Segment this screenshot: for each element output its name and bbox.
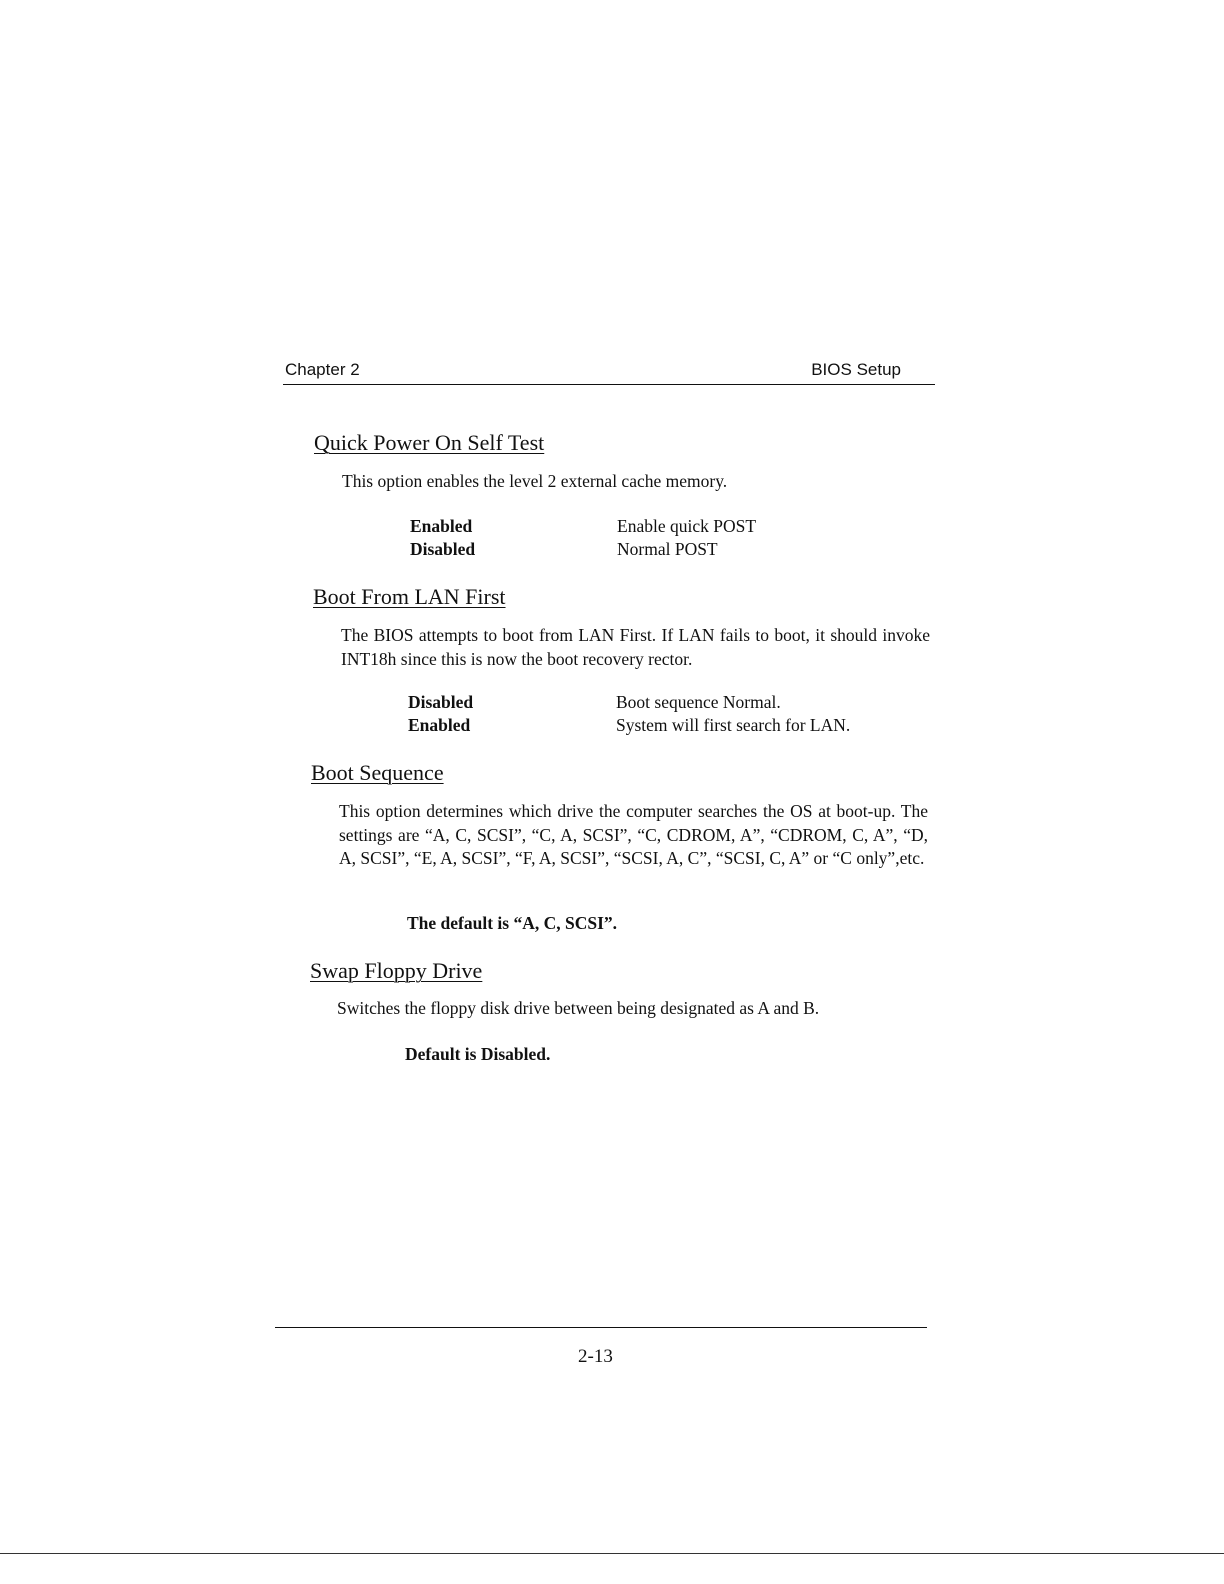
page-number: 2-13 [578, 1346, 613, 1367]
option-value: Normal POST [617, 539, 718, 559]
footer-rule [275, 1327, 927, 1328]
section-description-swap-floppy: Switches the floppy disk drive between being designated as A and B. [337, 998, 820, 1018]
section-title-boot-sequence: Boot Sequence [311, 760, 444, 785]
section-description-quick-post: This option enables the level 2 external cache memory. [342, 471, 728, 491]
default-note-swap-floppy: Default is Disabled. [405, 1044, 551, 1064]
option-value: Boot sequence Normal. [616, 692, 781, 712]
default-note-boot-sequence: The default is “A, C, SCSI”. [407, 913, 618, 933]
page-header [283, 358, 935, 385]
section-title-boot-lan: Boot From LAN First [313, 584, 506, 609]
option-key: Disabled [410, 539, 476, 559]
section-title-quick-post: Quick Power On Self Test [314, 430, 545, 455]
option-value: System will first search for LAN. [616, 715, 851, 735]
scan-edge-line [0, 1553, 1224, 1554]
section-label: BIOS Setup [811, 360, 901, 379]
option-value: Enable quick POST [617, 516, 757, 536]
section-description-boot-lan: The BIOS attempts to boot from LAN First. If LAN fails to boot, it should invoke INT18h since this is now the boot recovery rector. [341, 625, 930, 669]
chapter-label: Chapter 2 [285, 360, 360, 379]
option-key: Enabled [410, 516, 473, 536]
option-key: Enabled [408, 715, 471, 735]
section-description-boot-sequence: This option determines which drive the computer searches the OS at boot-up. The settings are “A, C, SCSI”, “C, A, SCSI”, “C, CDROM, A”, “CDROM, C, A”, “D, A, SCSI”, “E, A, SCSI”, “F, A, SCSI”, “SCSI, A, C”, “SCSI, C, A” or “C only”,etc. [339, 801, 928, 868]
section-title-swap-floppy: Swap Floppy Drive [310, 958, 483, 983]
option-key: Disabled [408, 692, 474, 712]
